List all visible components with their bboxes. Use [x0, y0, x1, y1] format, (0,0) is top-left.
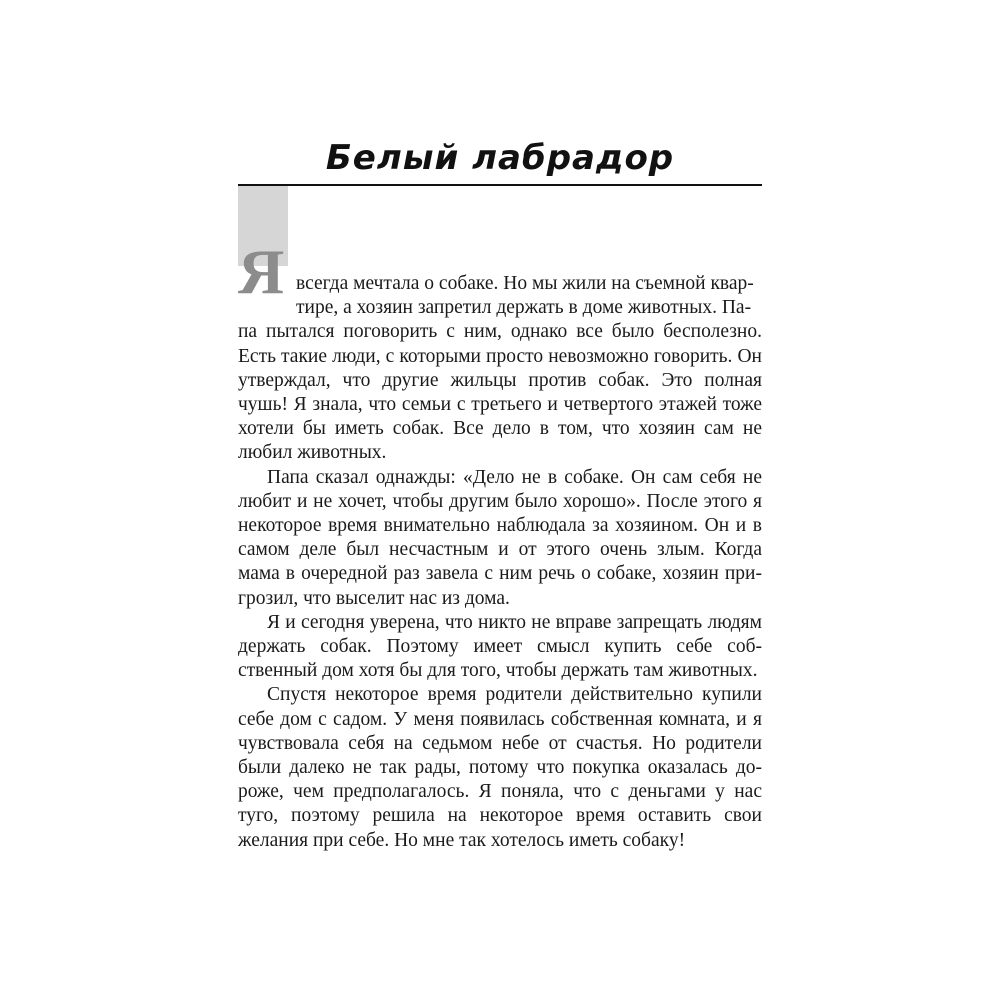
paragraph-3: Я и сегодня уверена, что никто не вправе запрещать людям держать собак. Поэтому имеет смысл купить себе собственный дом хотя бы для того, чтобы держать там животных. — [238, 611, 762, 682]
paragraph-1-line-2: тире, а хозяин запретил держать в доме животных. Па- — [296, 297, 752, 319]
paragraph-1-line-1: всегда мечтала о собаке. Но мы жили на съемной квар- — [296, 273, 754, 294]
title-underline — [238, 184, 762, 186]
paragraph-4: Спустя некоторое время родители действительно купили себе дом с садом. У меня появилась собственная комната, и я чувствовала себя на седьмом небе от счастья. Но родители были далеко не так рады, потому что покупка оказалась дороже, чем предполагалось. Я поняла, что с деньгами у нас туго, поэтому решила на некоторое время оставить свои желания при себе. Но мне так хотелось иметь собаку! — [238, 684, 762, 851]
drop-cap-letter: Я — [238, 236, 285, 307]
body-text — [238, 272, 762, 853]
paragraph-1-rest: па пытался поговорить с ним, однако все было бесполезно. Есть такие люди, с которыми просто невозможно говорить. Он утверждал, что другие жильцы против собак. Это полная чушь! Я знала, что семьи с третьего и четвертого этажей тоже хотели бы иметь собак. Все дело в том, что хозяин сам не любил животных. — [238, 321, 762, 464]
paragraph-1 — [238, 272, 762, 466]
chapter-title: Белый лабрадор — [325, 138, 675, 178]
paragraph-2: Папа сказал однажды: «Дело не в собаке. Он сам себя не любит и не хочет, чтобы другим было хорошо». После этого я некоторое время внимательно наблюдала за хозяином. Он и в самом деле был несчастным и от этого очень злым. Когда мама в очередной раз завела с ним речь о собаке, хозяин пригрозил, что выселит нас из дома. — [238, 466, 762, 609]
